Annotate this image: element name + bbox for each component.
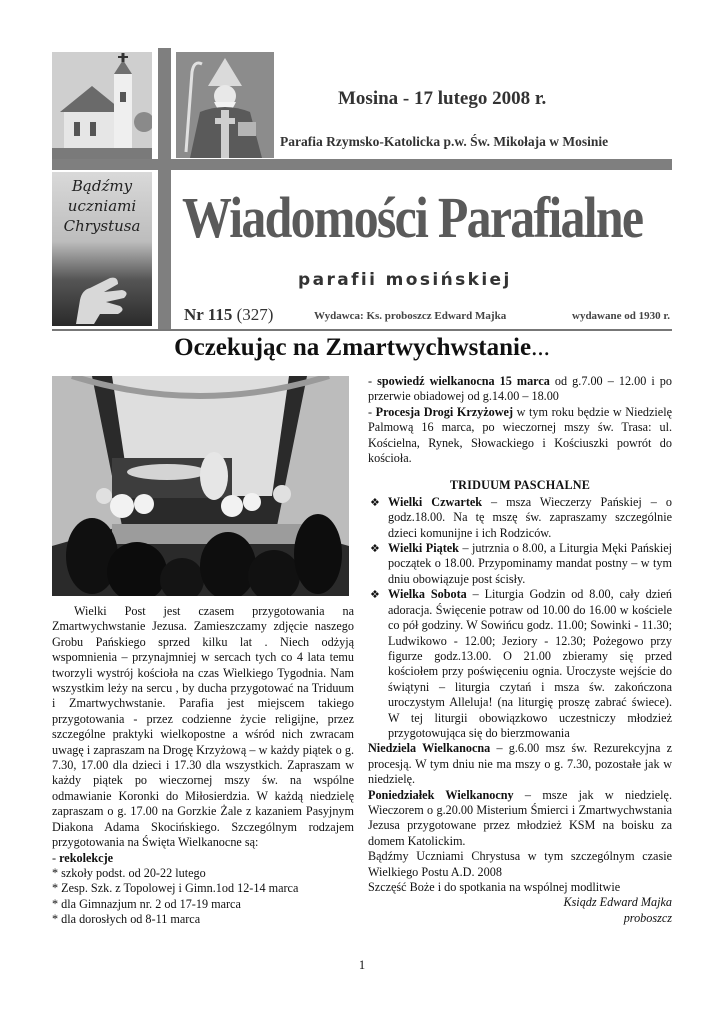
confession-label: spowiedź wielkanocna 15 marca	[377, 374, 550, 388]
publisher-line: Wydawca: Ks. proboszcz Edward Majka	[314, 310, 507, 322]
triduum-item-text: – jutrznia o 8.00, a Liturgia Męki Pańskiej początek o 18.00. Przypominamy mandat postny – w tym dniu obowiązuje post ścisły.	[388, 541, 673, 586]
triduum-item-text: – Liturgia Godzin od 8.00, cały dzień adoracja. Święcenie potraw od 10.00 do 16.00 w kościele co pół godziny. W Sowińcu godz. 11.00; Sowinki - 11.30; Ludwikowo - 12.00; Jeziory - 12.30; Pożegowo przy figurze godz.13.00. O 21.00 zbieramy się przed kościołem przy poświęceniu ognia. Uroczyste wejście do świątyni – liturgia czytań i msza św. zakończona uroczystym Alleluja! (na liturgię proszę zabrać świece). W tej liturgii obowiązkowo uczestniczy młodzież przygotowująca się do bierzmowania	[388, 587, 673, 740]
confession-text: od g.7.00 – 12.00 i po przerwie obiadowej od g.14.00 – 18.00	[368, 374, 672, 404]
right-column	[368, 374, 672, 926]
easter-monday-text: – msze jak w niedzielę. Wieczorem o g.20.00 Misterium Śmierci i Zmartwychwstania Jezusa przygotowane przez młodzież KSM na boisku za domem Katolickim.	[368, 787, 673, 848]
easter-sunday-label: Niedziela Wielkanocna	[368, 741, 491, 756]
procession-paragraph	[368, 405, 672, 467]
hand-icon	[70, 264, 132, 324]
masthead	[52, 48, 672, 330]
procession-text: w tym roku będzie w Niedzielę Palmową 16 marca, po wieczornej mszy św. Trasa: ul. Kościelna, Rynek, Słowackiego i Kościuszki powrót do kościoła.	[368, 404, 672, 466]
parish-name: Parafia Rzymsko-Katolicka p.w. Św. Mikołaja w Mosinie	[280, 134, 609, 149]
triduum-item	[368, 587, 672, 741]
diamond-bullet-icon: ❖	[370, 542, 380, 556]
triduum-item-label: Wielka Sobota	[388, 587, 467, 602]
retreat-item: * dla Gimnazjum nr. 2 od 17-19 marca	[52, 896, 241, 911]
triduum-item	[368, 495, 672, 541]
motto-text: Bądźmy uczniami Chrystusa	[63, 177, 141, 235]
closing-line: Bądźmy Uczniami Chrystusa w tym szczególnym czasie Wielkiego Postu A.D. 2008	[368, 849, 672, 879]
article-title	[0, 334, 724, 362]
article-title-ellipsis: ...	[531, 334, 550, 361]
triduum-heading: TRIDUUM PASCHALNE	[449, 478, 591, 493]
confession-prefix: -	[368, 374, 378, 388]
signature-role: proboszcz	[623, 910, 672, 925]
page-number: 1	[358, 958, 366, 972]
published-since: wydawane od 1930 r.	[572, 310, 670, 322]
left-column	[52, 604, 354, 928]
easter-sunday-paragraph	[368, 741, 672, 787]
retreats-heading	[52, 851, 354, 866]
article-title-text: Oczekując na Zmartwychwstanie	[174, 334, 532, 361]
newsletter-title: Wiadomości Parafialne	[182, 185, 643, 250]
retreats-prefix: -	[52, 850, 60, 865]
saint-nicholas-image	[176, 52, 274, 158]
intro-paragraph: Wielki Post jest czasem przygotowania na Zmartwychwstanie Jezusa. Zamieszczamy zdjęcie naszego Grobu Pańskiego sprzed kilku lat . Niech odżyją wspomnienia – przynajmniej w sercach tych co 4 lata temu tworzyli wystrój kościoła na czas Wielkiego Tygodnia. Nam wszystkim leży na sercu , by ducha przygotować na Triduum i Zmartwychwstanie. Parafia jest miejscem takiego przygotowania - przez codzienne życie religijne, przez szczególne praktyki wielkopostne a wśród nich zwracam uwagę i zapraszam na Drogę Krzyżową – w każdy piątek o g. 7.30, 17.00 dla dzieci i 17.30 dla wszystkich. Zapraszam w każdy piątek po wieczornej mszy św. na wspólne odmawianie Koronki do Miłosierdzia. W każdą niedzielę zapraszam o g. 17.00 na Gorzkie Żale z kazaniem Pasyjnym Diakona Adama Skocińskiego. Szczególnym rodzajem przygotowania na Święta Wielkanocne są:	[52, 604, 354, 850]
triduum-item	[368, 541, 672, 587]
easter-monday-label: Poniedziałek Wielkanocny	[368, 787, 514, 802]
retreats-label: rekolekcje	[59, 850, 114, 865]
easter-tomb-photo	[52, 376, 349, 596]
diamond-bullet-icon: ❖	[370, 588, 380, 602]
retreat-item: * szkoły podst. od 20-22 lutego	[52, 865, 206, 880]
easter-monday-paragraph	[368, 788, 672, 850]
issue-number	[184, 305, 273, 325]
issue-date: Mosina - 17 lutego 2008 r.	[338, 88, 547, 109]
signature-name: Ksiądz Edward Majka	[563, 895, 672, 910]
retreat-item: * dla dorosłych od 8-11 marca	[52, 912, 201, 927]
retreat-item: * Zesp. Szk. z Topolowej i Gimn.1od 12-14 marca	[52, 881, 299, 896]
triduum-item-label: Wielki Piątek	[388, 541, 459, 556]
triduum-item-text: – msza Wieczerzy Pańskiej – o godz.18.00. Na tę mszę św. zapraszamy szczególnie dzieci komunijne i ich Rodziców.	[388, 494, 672, 540]
cross-vertical-bar	[158, 48, 171, 330]
closing-blessing: Szczęść Boże i do spotkania na wspólnej modlitwie	[368, 880, 621, 894]
triduum-item-label: Wielki Czwartek	[388, 494, 483, 509]
procession-prefix: -	[368, 404, 376, 419]
issue-number-main: Nr 115	[184, 305, 233, 324]
motto-panel	[52, 172, 152, 326]
newsletter-subtitle: parafii mosińskiej	[298, 270, 512, 290]
church-photo	[52, 52, 152, 160]
masthead-divider	[52, 329, 672, 331]
easter-sunday-text: – g.6.00 msz św. Rezurekcyjna z procesją. W tym dniu nie ma mszy o g. 7.30, pozostałe jak w niedzielę.	[368, 741, 673, 787]
diamond-bullet-icon: ❖	[370, 495, 380, 509]
confession-paragraph	[368, 374, 672, 405]
cross-horizontal-bar	[52, 159, 672, 170]
procession-label: Procesja Drogi Krzyżowej	[375, 404, 514, 419]
issue-number-total: (327)	[236, 305, 274, 324]
